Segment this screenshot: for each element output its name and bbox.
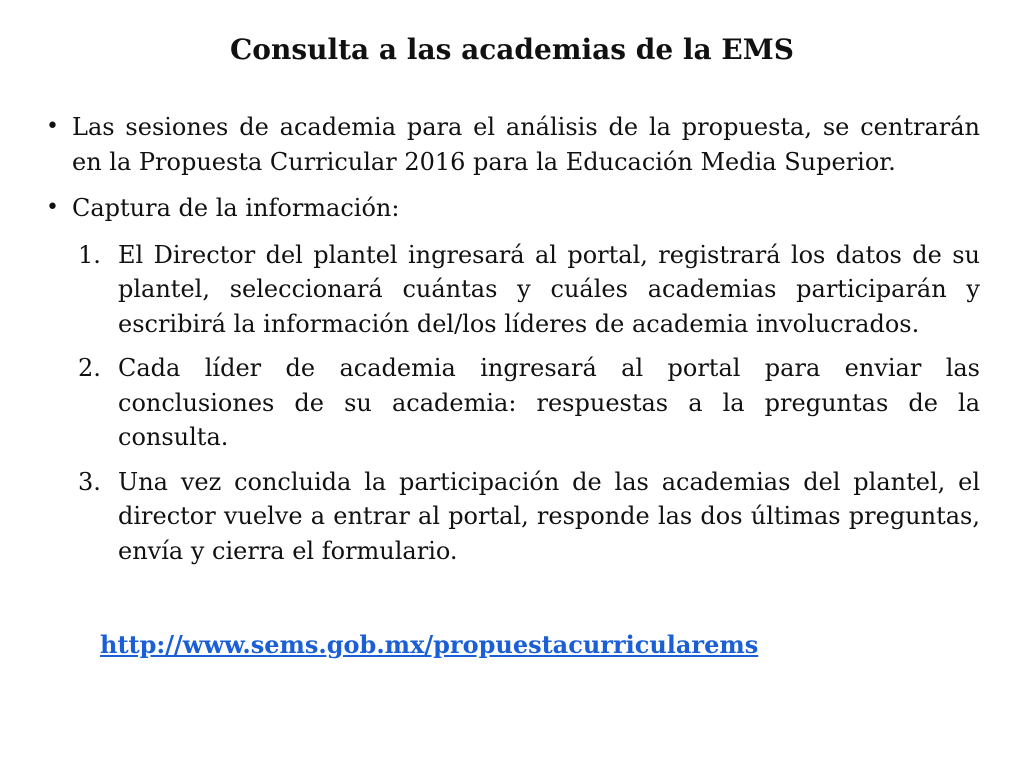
- step-number: 3.: [78, 467, 101, 496]
- numbered-item: [78, 351, 980, 455]
- bullet-text: Captura de la información:: [72, 194, 400, 222]
- bullet-dot-icon: •: [46, 195, 59, 220]
- numbered-item: [78, 465, 980, 569]
- link-row: [100, 628, 758, 662]
- portal-link[interactable]: http://www.sems.gob.mx/propuestacurricularems: [100, 630, 759, 659]
- step-number: 2.: [78, 354, 101, 382]
- bullet-dot-icon: •: [46, 114, 59, 139]
- step-text: Cada líder de academia ingresará al portal para enviar las conclusiones de su academia: respuestas a la preguntas de la consulta.: [118, 354, 980, 451]
- slide-content: [46, 110, 980, 578]
- step-number: 1.: [78, 240, 101, 269]
- step-text: Una vez concluida la participación de las academias del plantel, el director vuelve a entrar al portal, responde las dos últimas preguntas, envía y cierra el formulario.: [118, 467, 980, 565]
- step-text: El Director del plantel ingresará al portal, registrará los datos de su plantel, seleccionará cuántas y cuáles academias participarán y escribirá la información del/los líderes de academia involucrados.: [118, 240, 980, 338]
- bullet-item: [46, 191, 980, 226]
- numbered-item: [78, 238, 980, 342]
- bullet-text: Las sesiones de academia para el análisis de la propuesta, se centrarán en la Propuesta Curricular 2016 para la Educación Media Superior.: [72, 113, 980, 176]
- bullet-item: [46, 110, 980, 179]
- slide-title: Consulta a las academias de la EMS: [230, 33, 794, 66]
- numbered-list: [78, 238, 980, 569]
